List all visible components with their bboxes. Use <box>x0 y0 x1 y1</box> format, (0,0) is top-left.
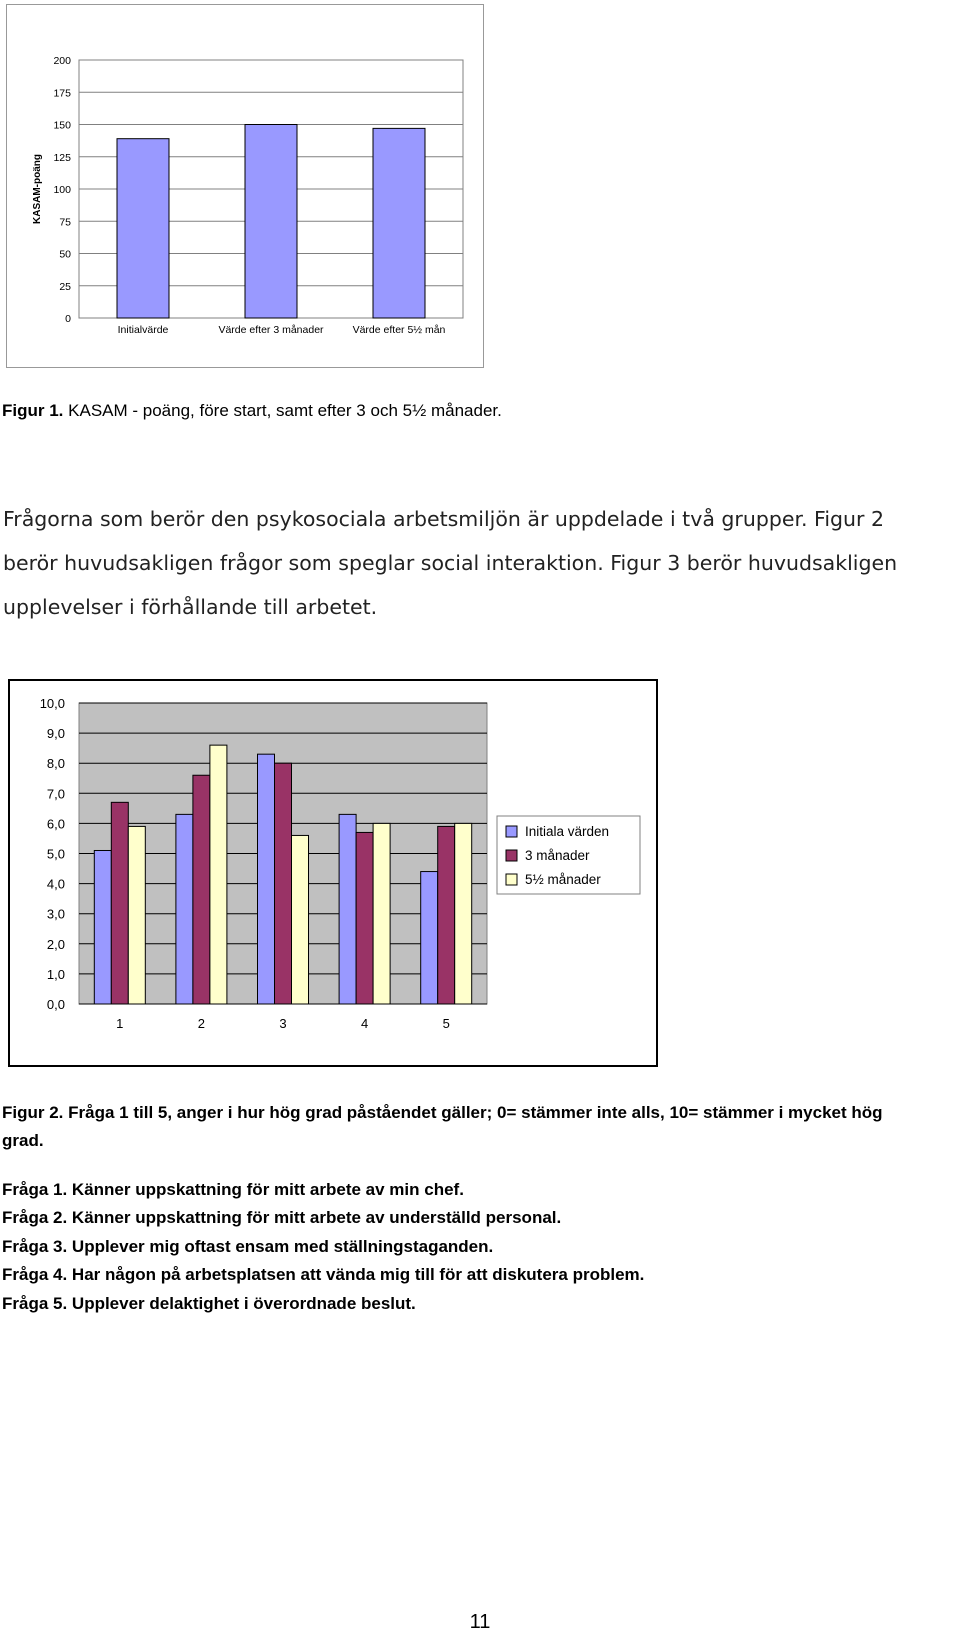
y-tick-label: 1,0 <box>46 966 65 982</box>
y-tick-label: 125 <box>53 151 71 164</box>
legend-label: Initiala värden <box>525 824 610 839</box>
bar-1 <box>421 872 438 1004</box>
bar-3 <box>455 823 472 1004</box>
y-tick-label: 2,0 <box>46 936 65 952</box>
y-tick-label: 9,0 <box>46 726 65 742</box>
bar-1 <box>339 814 356 1004</box>
bar-1 <box>94 850 111 1004</box>
bar-2 <box>275 763 292 1004</box>
paragraph-line: upplevelser i förhållande till arbetet. <box>3 595 378 619</box>
bar-2 <box>111 802 128 1004</box>
bar-3 <box>373 823 390 1004</box>
paragraph-line: berör huvudsakligen frågor som speglar social interaktion. Figur 3 berör huvudsakligen <box>3 551 898 575</box>
figure-2-caption-label: Figur 2. <box>2 1103 64 1122</box>
figure-2-chart <box>8 679 658 1067</box>
legend-label: 3 månader <box>525 848 590 863</box>
x-tick-label: 3 <box>279 1016 287 1031</box>
bar-1 <box>258 754 275 1004</box>
bar-2 <box>438 826 455 1004</box>
x-tick-label: Värde efter 5½ mån <box>352 324 446 336</box>
figure-2-caption-text: Fråga 1 till 5, anger i hur hög grad påståendet gäller; 0= stämmer inte alls, 10= stämmer i mycket hög <box>68 1103 883 1122</box>
y-tick-label: 3,0 <box>46 906 65 922</box>
question-5: Fråga 5. Upplever delaktighet i överordnade beslut. <box>2 1294 416 1313</box>
y-tick-label: 0 <box>65 313 71 325</box>
figure-1-caption-text: KASAM - poäng, före start, samt efter 3 och 5½ månader. <box>68 401 502 420</box>
bar <box>117 139 169 318</box>
bar-3 <box>210 745 227 1004</box>
figure-1-caption <box>2 401 502 421</box>
x-tick-label: Initialvärde <box>117 324 169 336</box>
y-tick-label: 5,0 <box>46 846 65 862</box>
body-paragraph <box>3 497 897 629</box>
y-tick-label: 75 <box>59 216 71 229</box>
legend-swatch <box>506 874 517 885</box>
legend-swatch <box>506 850 517 861</box>
bar-3 <box>128 826 145 1004</box>
y-tick-label: 4,0 <box>46 876 65 892</box>
y-tick-label: 25 <box>59 280 71 293</box>
question-1: Fråga 1. Känner uppskattning för mitt arbete av min chef. <box>2 1180 464 1199</box>
page-number: 11 <box>469 1611 491 1633</box>
y-axis-label: KASAM-poäng <box>32 154 43 224</box>
bar-2 <box>193 775 210 1004</box>
figure-2-caption <box>2 1099 942 1155</box>
question-4: Fråga 4. Har någon på arbetsplatsen att vända mig till för att diskutera problem. <box>2 1265 645 1284</box>
y-tick-label: 175 <box>53 87 71 100</box>
bar <box>245 125 297 319</box>
kasam-bar-chart <box>7 5 483 367</box>
paragraph-line: Frågorna som berör den psykosociala arbetsmiljön är uppdelade i två grupper. Figur 2 <box>3 507 885 531</box>
legend-swatch <box>506 826 517 837</box>
y-tick-label: 100 <box>53 184 71 196</box>
y-tick-label: 10,0 <box>39 696 65 711</box>
bar-2 <box>356 832 373 1004</box>
x-tick-label: 1 <box>116 1016 124 1031</box>
bar-3 <box>292 835 309 1004</box>
figure-1-chart <box>6 4 484 368</box>
y-tick-label: 8,0 <box>46 756 65 772</box>
figure-1-caption-label: Figur 1. <box>2 401 64 420</box>
legend <box>497 816 640 894</box>
question-2: Fråga 2. Känner uppskattning för mitt arbete av underställd personal. <box>2 1208 562 1227</box>
y-tick-label: 0,0 <box>46 997 65 1012</box>
y-tick-label: 150 <box>53 119 71 132</box>
figure-2-caption-text-2: grad. <box>2 1131 44 1150</box>
y-tick-label: 50 <box>59 248 71 261</box>
x-tick-label: 2 <box>197 1016 206 1031</box>
legend-label: 5½ månader <box>525 872 601 887</box>
questions-bar-chart <box>10 681 656 1065</box>
y-tick-label: 6,0 <box>46 816 65 832</box>
bar-1 <box>176 814 193 1004</box>
question-3: Fråga 3. Upplever mig oftast ensam med ställningstaganden. <box>2 1237 494 1256</box>
x-tick-label: 4 <box>360 1016 369 1031</box>
x-tick-label: 5 <box>442 1016 450 1031</box>
y-tick-label: 7,0 <box>46 786 65 802</box>
bar <box>373 128 425 318</box>
x-tick-label: Värde efter 3 månader <box>218 324 324 336</box>
y-tick-label: 200 <box>53 55 71 67</box>
